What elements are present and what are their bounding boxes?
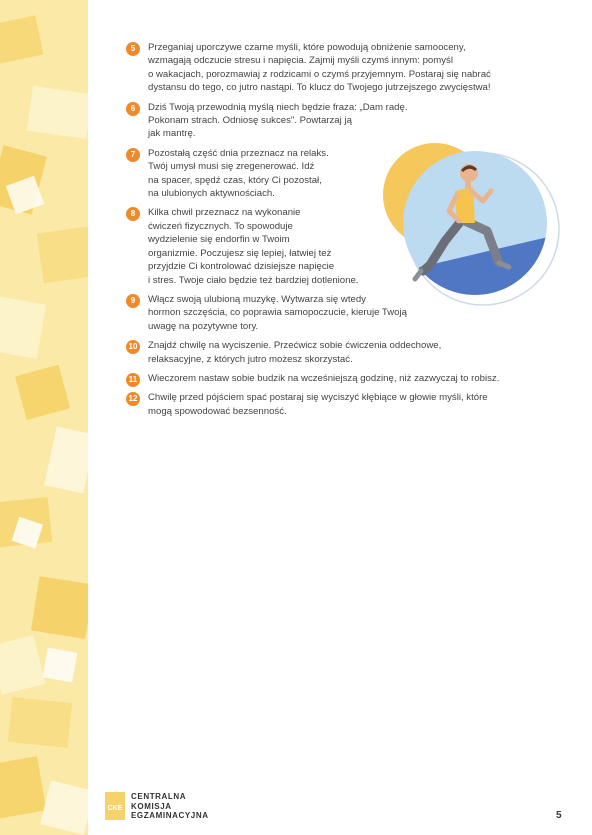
runner-icon xyxy=(365,143,575,308)
tip-item-12 xyxy=(126,391,546,418)
tip-text-line: ćwiczeń fizycznych. To spowoduje xyxy=(148,220,293,232)
tip-number-badge: 8 xyxy=(126,207,140,221)
tip-number-badge: 12 xyxy=(126,392,140,406)
cke-logo-text xyxy=(131,792,209,821)
tip-text-line: Znajdź chwilę na wyciszenie. Przećwicz sobie ćwiczenia oddechowe, xyxy=(148,340,442,352)
tip-number-badge: 10 xyxy=(126,340,140,354)
logo-line: EGZAMINACYJNA xyxy=(131,811,209,820)
page-number: 5 xyxy=(556,810,562,821)
cke-logo-icon xyxy=(105,792,125,820)
tip-text-line: hormon szczęścia, co poprawia samopoczucie, kieruje Twoją xyxy=(148,307,407,319)
tip-number-badge: 6 xyxy=(126,102,140,116)
logo-line: KOMISJA xyxy=(131,801,172,811)
tip-text-line: Włącz swoją ulubioną muzykę. Wytwarza się wtedy xyxy=(148,293,366,305)
tip-text-line: wydzielenie się endorfin w Twoim xyxy=(148,234,290,246)
tip-number-badge: 7 xyxy=(126,148,140,162)
tip-item-6 xyxy=(126,101,546,141)
tip-text-line: na ulubionych aktywnościach. xyxy=(148,188,275,200)
tip-number-badge: 9 xyxy=(126,294,140,308)
tip-text-line: wzmagają odczucie stresu i napięcia. Zajmij myśli czymś innym: pomyśl xyxy=(148,55,453,67)
tip-text-line: organizmie. Poczujesz się lepiej, łatwiej też xyxy=(148,247,332,259)
tip-text-line: uwagę na pozytywne tory. xyxy=(148,320,259,332)
tip-text-line: dystansu do tego, co jutro nastąpi. To klucz do Twojego jutrzejszego zwycięstwa! xyxy=(148,82,491,94)
tip-text-line: Wieczorem nastaw sobie budzik na wcześniejszą godzinę, niż zazwyczaj to robisz. xyxy=(148,372,500,384)
tip-text-line: Pokonam strach. Odniosę sukces". Powtarzaj ją xyxy=(148,115,352,127)
tip-text-line: jak mantrę. xyxy=(148,128,196,140)
tip-item-10 xyxy=(126,339,546,366)
tip-text-line: Przeganiaj uporczywe czarne myśli, które powodują obniżenie samooceny, xyxy=(148,42,466,53)
tip-text-line: przyjdzie Ci kontrolować dzisiejsze napięcie xyxy=(148,261,335,273)
decorative-sidebar xyxy=(0,0,88,835)
tip-text-line: relaksacyjne, z których jutro możesz skorzystać. xyxy=(148,353,353,365)
runner-illustration xyxy=(365,143,575,308)
tip-text-line: Dziś Twoją przewodnią myślą niech będzie fraza: „Dam radę. xyxy=(148,101,408,113)
tip-text-line: i stres. Twoje ciało będzie też bardziej dotlenione. xyxy=(148,274,359,286)
tip-item-5 xyxy=(126,41,546,95)
tip-item-11 xyxy=(126,372,546,385)
sidebar-pattern xyxy=(0,0,88,835)
cke-logo xyxy=(105,792,209,821)
tip-text-line: Kilka chwil przeznacz na wykonanie xyxy=(148,207,301,219)
tip-number-badge: 5 xyxy=(126,42,140,56)
tip-number-badge: 11 xyxy=(126,373,140,387)
tip-text-line: o wakacjach, porozmawiaj z rodzicami o czymś przyjemnym. Postaraj się nabrać xyxy=(148,68,491,80)
tip-text-line: Chwilę przed pójściem spać postaraj się wyciszyć kłębiące w głowie myśli, które xyxy=(148,392,488,404)
tip-text-line: mogą spowodować bezsenność. xyxy=(148,405,287,417)
logo-line: CENTRALNA xyxy=(131,792,187,801)
tip-text-line: Twój umysł musi się zregenerować. Idź xyxy=(148,161,315,173)
tip-text-line: na spacer, spędź czas, który Ci pozostał, xyxy=(148,174,322,186)
tip-text-line: Pozostałą część dnia przeznacz na relaks. xyxy=(148,147,329,159)
cke-logo-mark-text: CKE xyxy=(107,805,123,813)
